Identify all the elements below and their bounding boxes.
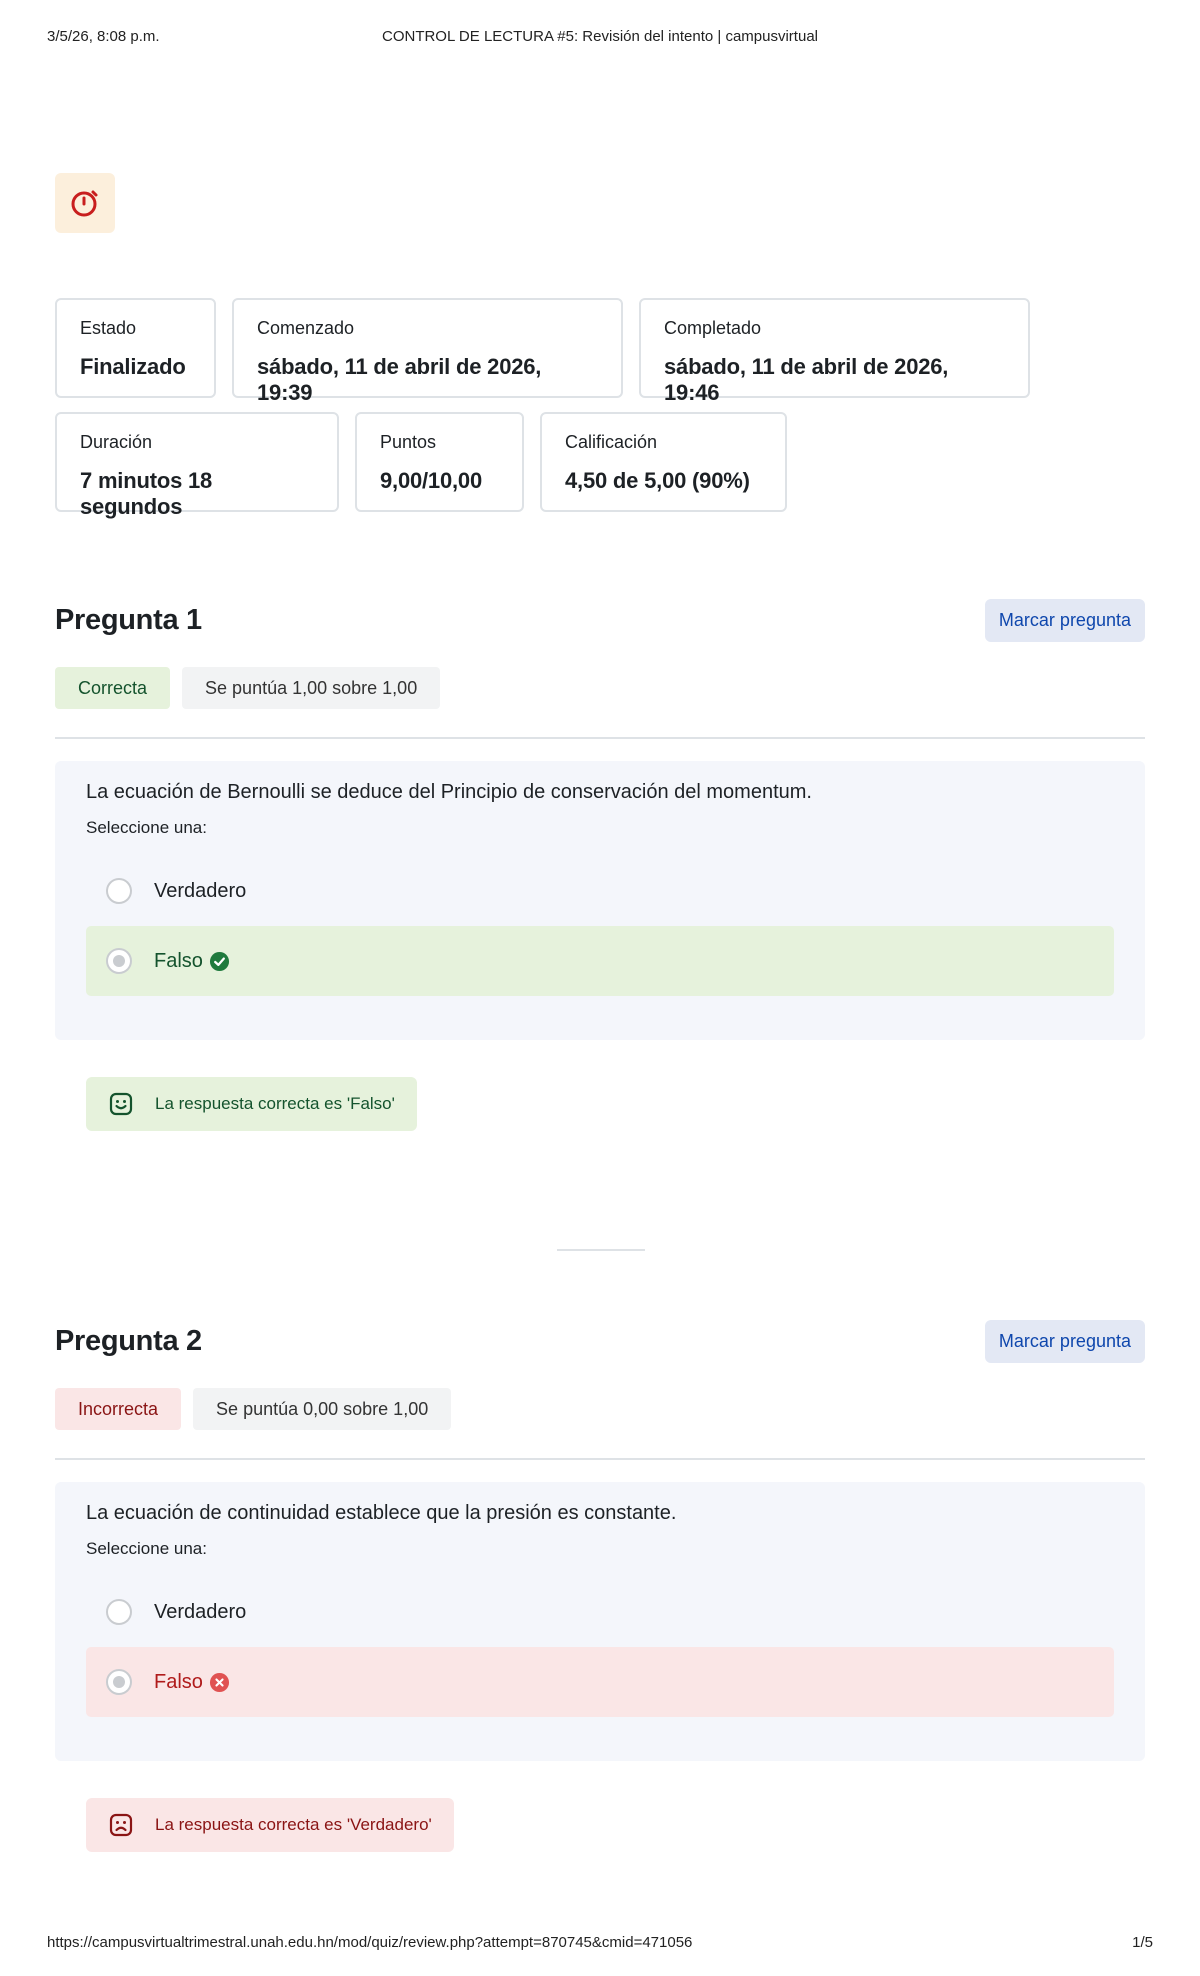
divider	[55, 1458, 1145, 1460]
summary-value: Finalizado	[80, 354, 186, 379]
question-2	[55, 1325, 1145, 1852]
summary-label: Puntos	[380, 432, 437, 452]
answer-list	[86, 1577, 1114, 1717]
flag-question-button[interactable]: Marcar pregunta	[985, 599, 1145, 642]
question-badges	[55, 667, 1145, 709]
flag-question-button[interactable]: Marcar pregunta	[985, 1320, 1145, 1363]
question-text: La ecuación de continuidad establece que la presión es constante.	[86, 1502, 677, 1524]
print-date: 3/5/26, 8:08 p.m.	[47, 28, 160, 45]
print-url: https://campusvirtualtrimestral.unah.edu.hn/mod/quiz/review.php?attempt=870745&cmid=471056	[47, 1934, 693, 1951]
question-prompt: Seleccione una:	[86, 1539, 207, 1558]
divider	[55, 737, 1145, 739]
question-text: La ecuación de Bernoulli se deduce del Principio de conservación del momentum.	[86, 781, 812, 803]
answer-label: Falso	[154, 1670, 203, 1693]
radio-button[interactable]	[106, 878, 132, 904]
question-1	[55, 604, 1145, 1131]
page-number: 1/5	[1132, 1934, 1153, 1951]
radio-button[interactable]	[106, 948, 132, 974]
sad-face-icon	[109, 1813, 133, 1837]
question-header	[55, 1325, 1145, 1375]
summary-row	[55, 412, 1145, 519]
answer-list	[86, 856, 1114, 996]
print-title: CONTROL DE LECTURA #5: Revisión del intento | campusvirtual	[381, 28, 818, 45]
summary-puntos	[355, 412, 524, 512]
summary-value: 7 minutos 18 segundos	[80, 468, 213, 519]
summary-value: sábado, 11 de abril de 2026, 19:39	[257, 354, 542, 405]
question-prompt: Seleccione una:	[86, 818, 207, 837]
summary-label: Estado	[80, 318, 137, 338]
summary-label: Duración	[80, 432, 153, 452]
summary-label: Completado	[664, 318, 762, 338]
feedback-text: La respuesta correcta es 'Verdadero'	[155, 1815, 432, 1834]
question-body	[55, 761, 1145, 1040]
stopwatch-icon	[55, 173, 115, 233]
summary-label: Calificación	[565, 432, 658, 452]
answer-option-verdadero[interactable]	[86, 1577, 1114, 1647]
status-badge: Incorrecta	[55, 1388, 181, 1430]
summary-completado	[639, 298, 1030, 405]
summary-comenzado	[232, 298, 623, 405]
summary-calificacion	[540, 412, 787, 512]
radio-button[interactable]	[106, 1599, 132, 1625]
feedback-box	[86, 1077, 417, 1131]
summary-label: Comenzado	[257, 318, 355, 338]
x-circle-icon	[209, 1672, 230, 1693]
radio-button[interactable]	[106, 1669, 132, 1695]
question-badges	[55, 1388, 1145, 1430]
answer-option-falso[interactable]	[86, 1647, 1114, 1717]
question-title: Pregunta 2	[55, 1325, 202, 1357]
grade-badge: Se puntúa 1,00 sobre 1,00	[182, 667, 440, 709]
answer-option-falso[interactable]	[86, 926, 1114, 996]
summary-value: 4,50 de 5,00 (90%)	[565, 468, 750, 493]
summary-value: 9,00/10,00	[380, 468, 482, 493]
smile-face-icon	[109, 1092, 133, 1116]
answer-label: Verdadero	[154, 879, 247, 902]
question-separator	[557, 1249, 645, 1251]
status-badge: Correcta	[55, 667, 170, 709]
summary-duracion	[55, 412, 339, 519]
question-title: Pregunta 1	[55, 604, 202, 636]
grade-badge: Se puntúa 0,00 sobre 1,00	[193, 1388, 451, 1430]
question-body	[55, 1482, 1145, 1761]
feedback-box	[86, 1798, 454, 1852]
check-circle-icon	[209, 951, 230, 972]
answer-option-verdadero[interactable]	[86, 856, 1114, 926]
attempt-summary	[55, 298, 1145, 526]
summary-value: sábado, 11 de abril de 2026, 19:46	[664, 354, 949, 405]
answer-label: Falso	[154, 949, 203, 972]
summary-row	[55, 298, 1145, 405]
feedback-text: La respuesta correcta es 'Falso'	[155, 1094, 395, 1113]
answer-label: Verdadero	[154, 1600, 247, 1623]
question-header	[55, 604, 1145, 654]
summary-estado	[55, 298, 216, 398]
